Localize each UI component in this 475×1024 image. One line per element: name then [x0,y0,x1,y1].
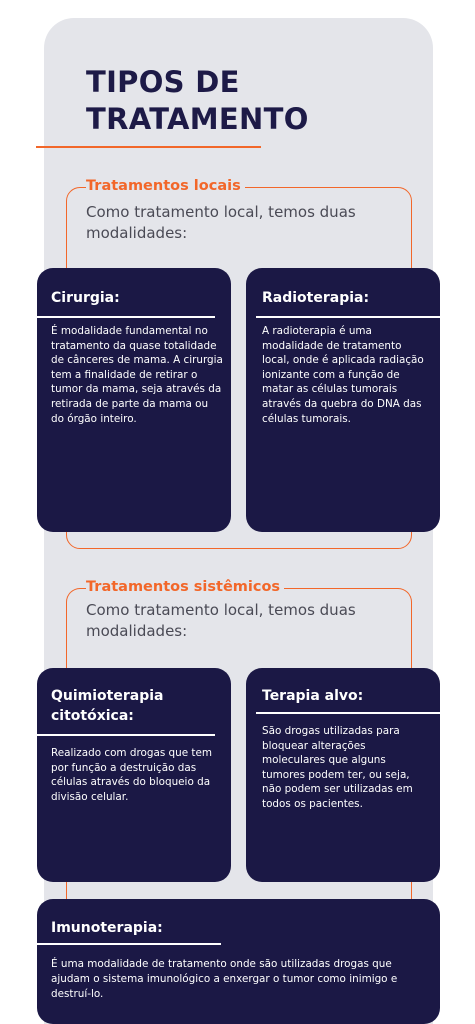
section-description-systemic: Como tratamento local, temos duas modalidades: [86,600,376,642]
card-title: Terapia alvo: [262,688,364,704]
title-underline [36,146,261,148]
card-body: A radioterapia é uma modalidade de tratamento local, onde é aplicada radiação ionizante com a função de matar as células tumorais através da quebra do DNA das células tumorais. [262,325,424,425]
card-cirurgia [37,268,231,532]
card-body: São drogas utilizadas para bloquear alterações moleculares que alguns tumores podem ter, ou seja, não podem ser utilizadas em todos os pacientes. [262,725,413,810]
card-title: Imunoterapia: [51,920,163,936]
card-imunoterapia [37,899,440,1024]
section-heading-text: Tratamentos locais [86,178,241,194]
card-title-rule [37,734,215,736]
section-heading-systemic [86,579,284,595]
card-title-rule [37,943,221,945]
section-heading-local [86,178,245,194]
card-title: Cirurgia: [51,290,120,306]
card-body: É uma modalidade de tratamento onde são utilizadas drogas que ajudam o sistema imunológico a enxergar o tumor como inimigo e destruí-lo. [51,958,398,1000]
card-body: É modalidade fundamental no tratamento da quase totalidade de cânceres de mama. A cirurgia tem a finalidade de retirar o tumor da mama, seja através da retirada de parte da mama ou do órgão inteiro. [51,325,223,425]
page-title: TIPOS DE TRATAMENTO [86,65,309,136]
card-title: Quimioterapia citotóxica: [51,688,164,724]
card-radioterapia [246,268,440,532]
card-terapia-alvo [246,668,440,882]
card-title: Radioterapia: [262,290,370,306]
card-title-rule [256,712,440,714]
card-quimioterapia [37,668,231,882]
card-title-rule [37,316,215,318]
card-title-rule [256,316,440,318]
section-description-local: Como tratamento local, temos duas modalidades: [86,202,376,244]
section-heading-text: Tratamentos sistêmicos [86,579,281,595]
card-body: Realizado com drogas que tem por função a destruição das células através do bloqueio da divisão celular. [51,747,212,803]
